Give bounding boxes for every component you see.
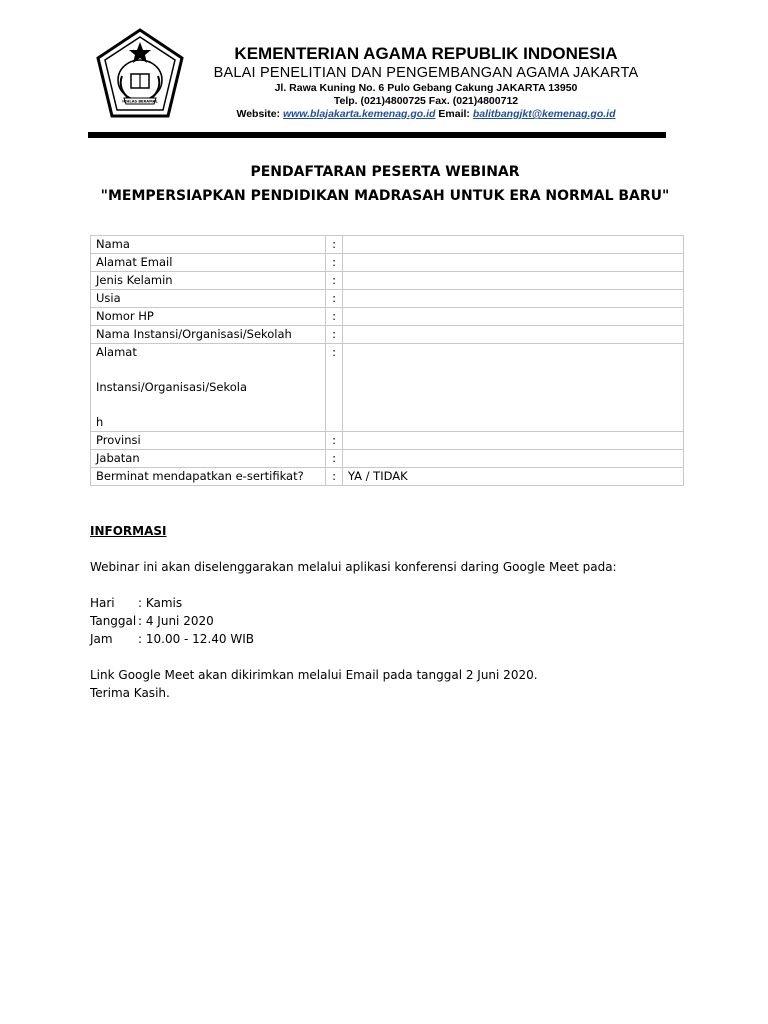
form-row [91,236,684,254]
ministry-emblem-icon [94,28,186,120]
letterhead-divider [88,132,666,138]
website-label: Website: [236,108,281,120]
information-intro: Webinar ini akan diselenggarakan melalui aplikasi konferensi daring Google Meet pada: [90,560,617,574]
document-title [88,160,682,208]
website-link[interactable]: www.blajakarta.kemenag.go.id [282,108,436,120]
document-title-line2: "MEMPERSIAPKAN PENDIDIKAN MADRASAH UNTUK ERA NORMAL BARU" [100,188,670,204]
schedule-time [90,630,680,648]
form-row [91,308,684,326]
email-link[interactable]: balitbangjkt@kemenag.go.id [472,108,616,120]
contact-line [196,108,656,121]
information-heading: INFORMASI [90,524,167,538]
field-separator: : [326,290,343,308]
province-field[interactable] [343,432,684,450]
field-label-line: Alamat [96,345,137,359]
emblem-ribbon-text: IKHLAS BERAMAL [122,99,158,104]
field-separator: : [326,308,343,326]
field-label: Alamat Email [91,254,326,272]
institution-address-field[interactable] [343,344,684,432]
schedule-key: Hari [90,596,115,610]
schedule-day [90,594,680,612]
line-spacer [96,396,320,414]
certificate-choice-field[interactable]: YA / TIDAK [343,468,684,486]
phone-fax: Telp. (021)4800725 Fax. (021)4800712 [333,95,519,107]
schedule-value: : 10.00 - 12.40 WIB [138,632,254,646]
form-row [91,326,684,344]
schedule-value: : 4 Juni 2020 [138,614,214,628]
form-row [91,290,684,308]
address: Jl. Rawa Kuning No. 6 Pulo Gebang Cakung JAKARTA 13950 [274,82,578,94]
name-field[interactable] [343,236,684,254]
email-label: Email: [438,108,470,120]
registration-form [90,235,684,486]
age-field[interactable] [343,290,684,308]
field-label-line: h [96,415,104,429]
field-label: Nama Instansi/Organisasi/Sekolah [91,326,326,344]
schedule-key: Tanggal [90,614,137,628]
letterhead [88,28,666,136]
document-title-line1: PENDAFTARAN PESERTA WEBINAR [250,164,520,180]
field-separator: : [326,236,343,254]
form-row [91,468,684,486]
field-label: Nama [91,236,326,254]
field-label: Nomor HP [91,308,326,326]
field-separator: : [326,344,343,432]
form-row [91,272,684,290]
ministry-name: KEMENTERIAN AGAMA REPUBLIK INDONESIA [234,44,618,63]
field-separator: : [326,450,343,468]
field-label: Provinsi [91,432,326,450]
field-separator: : [326,432,343,450]
institution-name-field[interactable] [343,326,684,344]
field-separator: : [326,468,343,486]
field-label: Usia [91,290,326,308]
field-label: Jabatan [91,450,326,468]
meeting-link-note: Link Google Meet akan dikirimkan melalui Email pada tanggal 2 Juni 2020. [90,668,538,682]
closing-text: Terima Kasih. [90,686,170,700]
gender-field[interactable] [343,272,684,290]
information-section [90,522,680,702]
field-separator: : [326,254,343,272]
form-row [91,432,684,450]
schedule-key: Jam [90,632,113,646]
form-row [91,254,684,272]
schedule-date [90,612,680,630]
field-separator: : [326,272,343,290]
spacer [90,648,680,666]
field-label [91,344,326,432]
form-row [91,450,684,468]
phone-number-field[interactable] [343,308,684,326]
spacer [90,540,680,558]
schedule-value: : Kamis [138,596,183,610]
field-label: Berminat mendapatkan e-sertifikat? [91,468,326,486]
line-spacer [96,361,320,379]
institute-name: BALAI PENELITIAN DAN PENGEMBANGAN AGAMA JAKARTA [213,65,639,81]
field-label-line: Instansi/Organisasi/Sekola [96,380,247,394]
spacer [90,576,680,594]
letterhead-text [196,44,656,121]
field-separator: : [326,326,343,344]
email-field[interactable] [343,254,684,272]
position-field[interactable] [343,450,684,468]
form-row [91,344,684,432]
field-label: Jenis Kelamin [91,272,326,290]
